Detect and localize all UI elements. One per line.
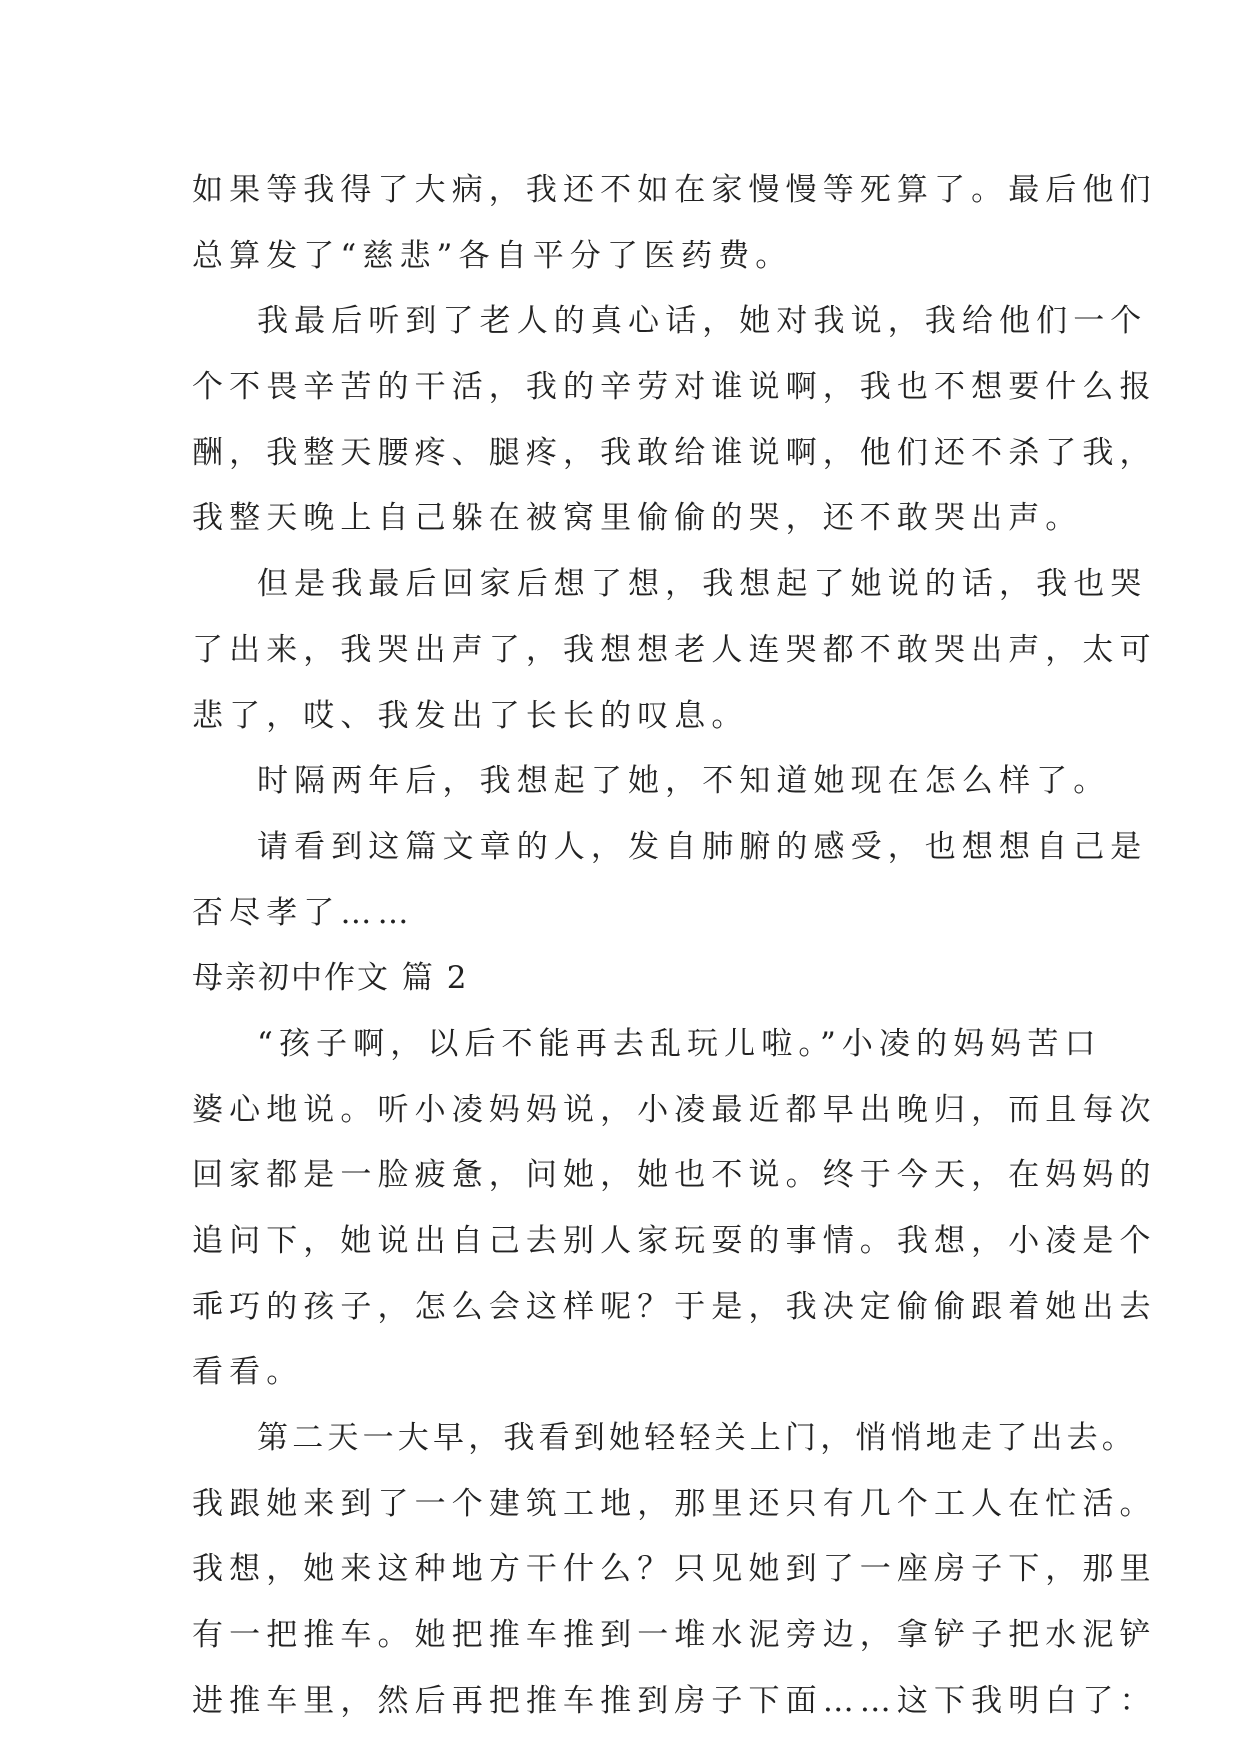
text-line: 看看。 [192,1354,304,1391]
paragraph-start-line: “孩子啊，以后不能再去乱玩儿啦。”小凌的妈妈苦口 [257,1025,1102,1062]
text-line: 个不畏辛苦的干活，我的辛劳对谁说啊，我也不想要什么报 [192,369,1157,406]
text-line: 否尽孝了…… [192,894,415,931]
text-line: 了出来，我哭出声了，我想想老人连哭都不敢哭出声，太可 [192,631,1157,668]
paragraph-start-line: 我最后听到了老人的真心话，她对我说，我给他们一个 [257,303,1148,340]
paragraph-start-line: 但是我最后回家后想了想，我想起了她说的话，我也哭 [257,566,1148,603]
paragraph-start-line: 时隔两年后，我想起了她，不知道她现在怎么样了。 [257,763,1111,800]
text-line: 如果等我得了大病，我还不如在家慢慢等死算了。最后他们 [192,172,1157,208]
text-line: 总算发了“慈悲”各自平分了医药费。 [192,237,793,274]
text-line: 悲了，哎、我发出了长长的叹息。 [192,697,749,734]
text-line: 我想，她来这种地方干什么？只见她到了一座房子下，那里 [192,1551,1157,1588]
text-line: 有一把推车。她把推车推到一堆水泥旁边，拿铲子把水泥铲 [192,1617,1157,1654]
text-line: 追问下，她说出自己去别人家玩耍的事情。我想，小凌是个 [192,1223,1157,1259]
section-heading: 母亲初中作文 篇 2 [192,960,469,997]
text-line: 乖巧的孩子，怎么会这样呢？于是，我决定偷偷跟着她出去 [192,1288,1157,1325]
text-line: 进推车里，然后再把推车推到房子下面……这下我明白了： [192,1682,1157,1719]
paragraph-start-line: 请看到这篇文章的人，发自肺腑的感受，也想想自己是 [257,828,1148,865]
paragraph-start-line: 第二天一大早，我看到她轻轻关上门，悄悄地走了出去。 [257,1420,1137,1457]
text-line: 酬，我整天腰疼、腿疼，我敢给谁说啊，他们还不杀了我， [192,434,1157,471]
text-line: 婆心地说。听小凌妈妈说，小凌最近都早出晚归，而且每次 [192,1091,1157,1128]
text-line: 我整天晚上自己躲在被窝里偷偷的哭，还不敢哭出声。 [192,500,1083,537]
text-line: 我跟她来到了一个建筑工地，那里还只有几个工人在忙活。 [192,1485,1157,1522]
text-line: 回家都是一脸疲惫，问她，她也不说。终于今天，在妈妈的 [192,1157,1157,1194]
text-body [192,158,1157,1735]
